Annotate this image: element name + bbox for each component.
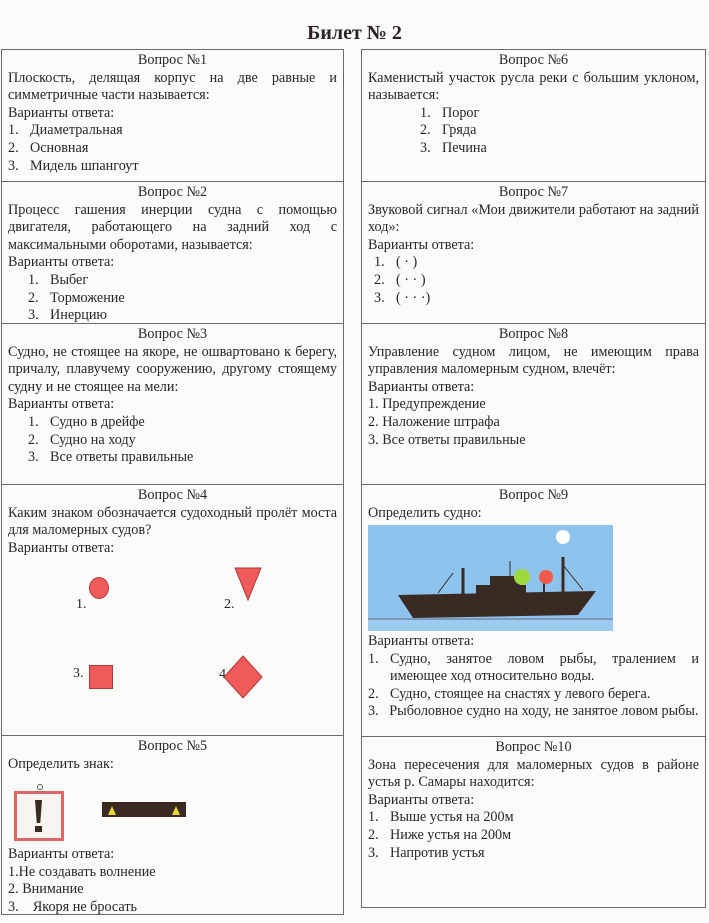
question-header: Вопрос №9	[498, 487, 569, 503]
question-text: Процесс гашения инерции судна с помощью двигателя, работающего на задний ход с максимальными оборотами, называется:	[8, 201, 337, 253]
answers-label: Варианты ответа:	[8, 396, 115, 413]
bar-with-triangles-sign-icon	[102, 802, 186, 817]
answer-option: 1. Выбег	[28, 271, 89, 288]
question-text: Звуковой сигнал «Мои движители работают на задний ход»:	[368, 201, 699, 236]
exclamation-sign-icon	[14, 791, 64, 841]
answer-option: 1. Порог	[420, 104, 480, 121]
red-circle-icon	[89, 577, 109, 599]
question-header: Вопрос №7	[498, 184, 569, 200]
answer-list	[8, 122, 337, 175]
answer-option: 1. Выше устья на 200м	[368, 809, 514, 826]
answer-option: 2. Внимание	[8, 881, 84, 898]
answer-list	[8, 272, 337, 325]
question-8	[362, 324, 705, 485]
question-header: Вопрос №6	[498, 52, 569, 68]
answers-label: Варианты ответа:	[368, 791, 475, 808]
question-text: Каким знаком обозначается судоходный пролёт моста для маломерных судов?	[8, 504, 337, 539]
question-5	[2, 736, 343, 914]
question-header: Вопрос №3	[137, 326, 208, 342]
answers-label: Варианты ответа:	[368, 633, 475, 649]
question-1	[2, 50, 343, 182]
question-text: Определить судно:	[368, 504, 482, 521]
answer-option: 3. Мидель шпангоут	[8, 157, 139, 174]
red-diamond-icon	[223, 655, 263, 699]
question-header: Вопрос №1	[137, 52, 208, 68]
option-label: 2.	[224, 597, 235, 612]
question-text: Судно, не стоящее на якоре, не ошвартовано к берегу, причалу, плавучему сооружению, другому стоящему судну и не стоящее на мели:	[8, 343, 337, 395]
answer-option: 2. Ниже устья на 200м	[368, 826, 512, 843]
answer-option: 2. Судно на ходу	[28, 431, 136, 448]
fishing-vessel-image	[368, 525, 613, 631]
answer-option: 2. Гряда	[420, 122, 477, 139]
option-label: 3.	[73, 666, 84, 681]
answer-option: 2. Основная	[8, 139, 89, 156]
question-2	[2, 182, 343, 324]
answer-option: 3. Все ответы правильные	[28, 449, 194, 466]
answer-option: 3. Рыболовное судно на ходу, не занятое ловом рыбы.	[368, 703, 699, 720]
question-9	[362, 485, 705, 737]
answer-list	[368, 254, 699, 307]
answers-label: Варианты ответа:	[8, 846, 115, 862]
answer-option: 3. Печина	[420, 139, 487, 156]
question-4	[2, 485, 343, 736]
answer-option: 1. Диаметральная	[8, 122, 123, 139]
question-text: Зона пересечения для маломерных судов в районе устья р. Самары находится:	[368, 756, 699, 791]
answer-list	[368, 651, 699, 704]
question-text: Каменистый участок русла реки с большим уклоном, называется:	[368, 69, 699, 104]
answers-label: Варианты ответа:	[8, 254, 115, 271]
answer-option: 1. Предупреждение	[368, 396, 486, 413]
answers-label: Варианты ответа:	[368, 236, 475, 253]
answer-option: 3. Якоря не бросать	[8, 898, 137, 915]
question-text: Плоскость, делящая корпус на две равные и симметричные части называется:	[8, 69, 337, 104]
question-text: Управление судном лицом, не имеющим права управления маломерным судном, влечёт:	[368, 343, 699, 378]
answer-option: 2. Торможение	[28, 289, 125, 306]
question-7	[362, 182, 705, 324]
answer-option: 2. Судно, стоящее на снастях у левого берега.	[368, 685, 651, 702]
right-column	[361, 49, 706, 908]
question-header: Вопрос №8	[498, 326, 569, 342]
ticket-title: Билет № 2	[307, 22, 402, 44]
question-text: Определить знак:	[8, 755, 114, 772]
answers-label: Варианты ответа:	[368, 378, 475, 395]
question-3	[2, 324, 343, 485]
answer-option: 3. Все ответы правильные	[368, 431, 526, 448]
left-column	[1, 49, 344, 915]
answer-option: 3. Инерцию	[28, 307, 108, 324]
question-header: Вопрос №2	[137, 184, 208, 200]
answers-label: Варианты ответа:	[8, 539, 115, 556]
answer-option: 1. Судно в дрейфе	[28, 413, 145, 430]
answer-option: 3. Напротив устья	[368, 844, 485, 861]
question-header: Вопрос №5	[137, 738, 208, 754]
question-10	[362, 737, 705, 907]
option-label: 1.	[76, 597, 87, 612]
answer-option: 2. ( · · )	[374, 271, 426, 288]
sign-hook-icon	[37, 784, 43, 790]
answer-option: 2. Наложение штрафа	[368, 413, 500, 430]
answers-label: Варианты ответа:	[8, 104, 115, 121]
answer-option: 3. ( · · ·)	[374, 289, 431, 306]
answer-option: 1. ( · )	[374, 254, 418, 271]
answer-option: 1. Судно, занятое ловом рыбы, тралением и имеющее ход относительно воды.	[368, 650, 699, 685]
question-header: Вопрос №10	[495, 739, 572, 755]
answer-list	[8, 414, 337, 467]
red-inverted-triangle-icon	[234, 567, 262, 601]
answer-list	[368, 105, 699, 158]
question-header: Вопрос №4	[137, 487, 208, 503]
answer-list	[368, 809, 699, 862]
red-square-icon	[89, 665, 113, 689]
option-label: 4	[219, 667, 226, 682]
answer-option: 1.Не создавать волнение	[8, 863, 156, 880]
question-6	[362, 50, 705, 182]
